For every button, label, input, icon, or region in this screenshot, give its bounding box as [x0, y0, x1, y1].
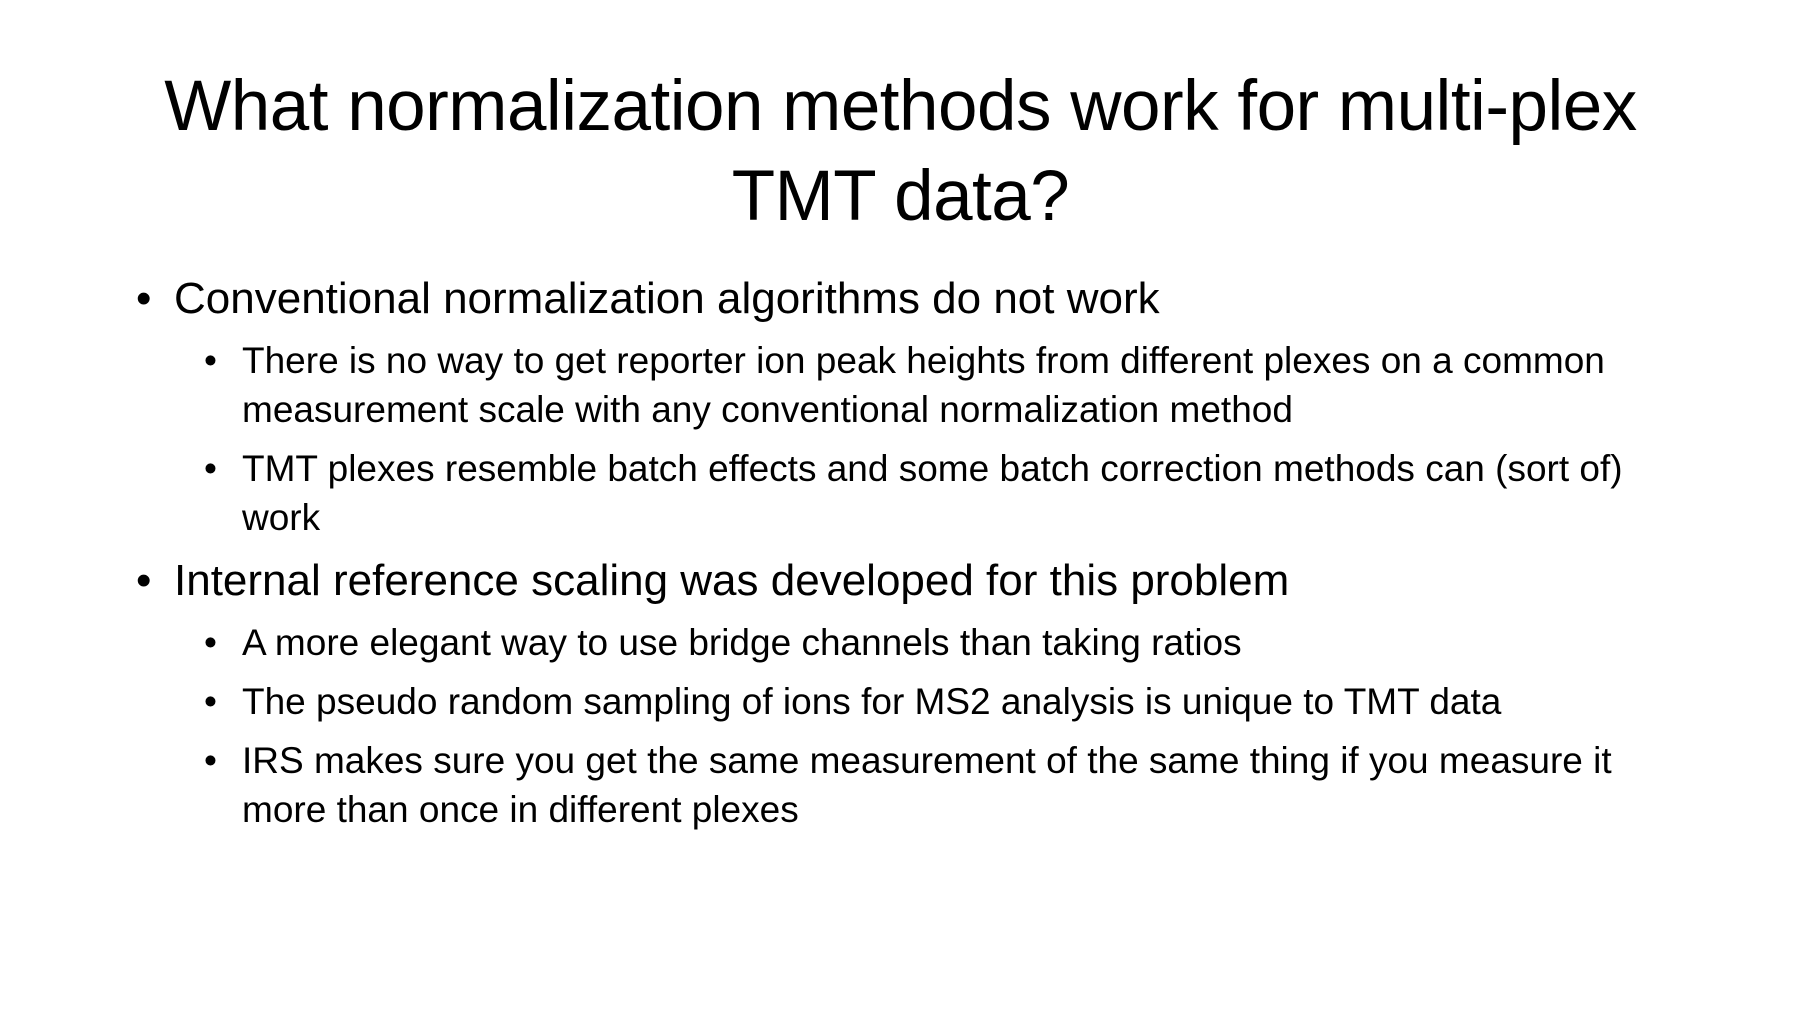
slide-title: What normalization methods work for multi-plex TMT data?: [164, 67, 1637, 236]
sub-bullet-icon: •: [204, 622, 217, 663]
sub-bullet-text: The pseudo random sampling of ions for MS2 analysis is unique to TMT data: [242, 681, 1502, 722]
sub-bullet-text: TMT plexes resemble batch effects and some batch correction methods can (sort of) work: [242, 448, 1623, 538]
sub-bullet-item: [204, 444, 1676, 542]
sub-bullet-item: [204, 618, 1676, 667]
sub-bullet-icon: •: [204, 340, 217, 381]
sub-bullet-item: [204, 677, 1676, 726]
sub-bullet-list: [174, 618, 1676, 834]
bullet-item: [136, 556, 1676, 834]
bullet-text: Internal reference scaling was developed for this problem: [174, 556, 1290, 605]
sub-bullet-list: [174, 336, 1676, 542]
bullet-icon: •: [136, 556, 152, 605]
sub-bullet-text: There is no way to get reporter ion peak heights from different plexes on a common measurement scale with any conventional normalization method: [242, 340, 1605, 430]
sub-bullet-item: [204, 736, 1676, 834]
sub-bullet-text: IRS makes sure you get the same measurement of the same thing if you measure it more than once in different plexes: [242, 740, 1612, 830]
sub-bullet-item: [204, 336, 1676, 434]
sub-bullet-icon: •: [204, 448, 217, 489]
bullet-item: [136, 274, 1676, 542]
sub-bullet-icon: •: [204, 681, 217, 722]
bullet-icon: •: [136, 274, 152, 323]
bullet-list: [136, 274, 1676, 844]
sub-bullet-text: A more elegant way to use bridge channels than taking ratios: [242, 622, 1242, 663]
sub-bullet-icon: •: [204, 740, 217, 781]
bullet-text: Conventional normalization algorithms do not work: [174, 274, 1160, 323]
